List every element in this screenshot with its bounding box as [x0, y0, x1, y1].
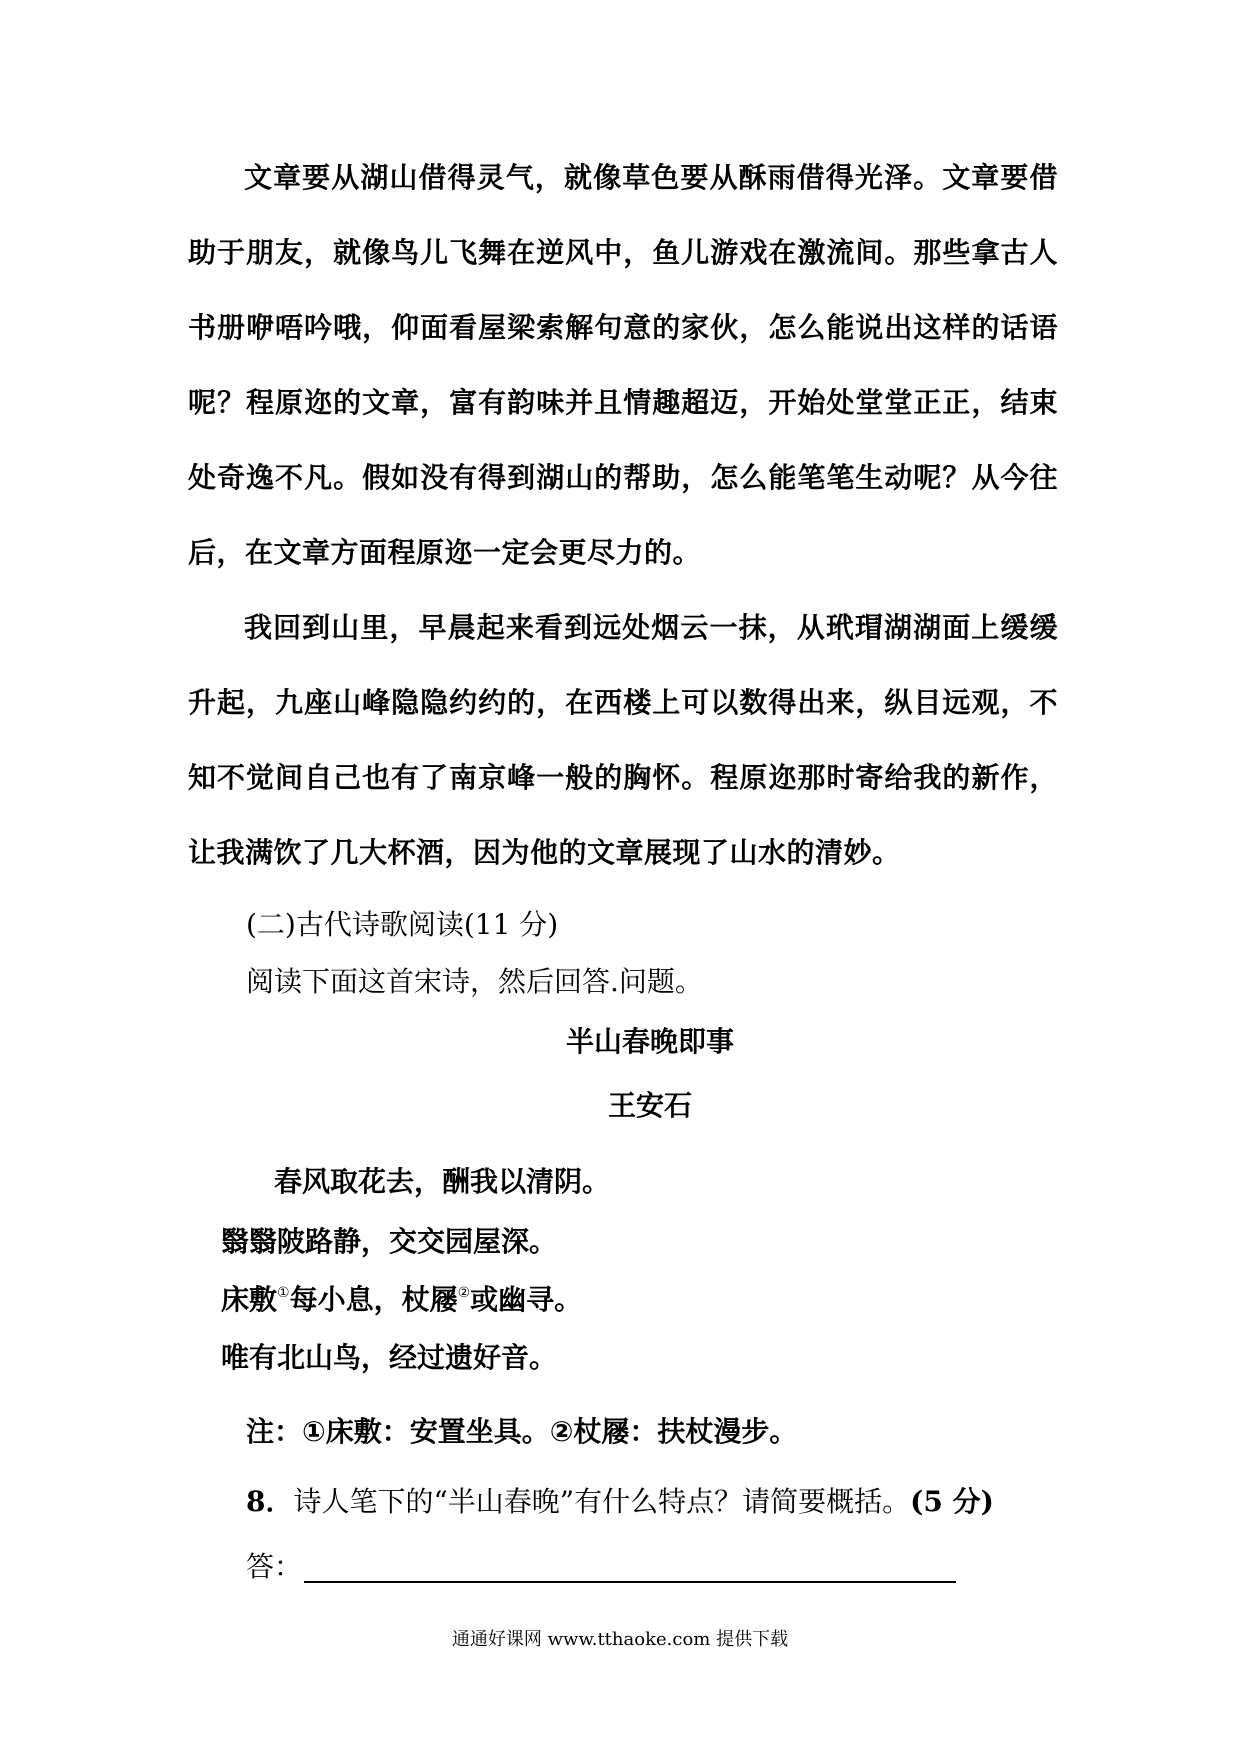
note-marker-2: ②	[457, 1285, 471, 1301]
translation-paragraph-1: 文章要从湖山借得灵气，就像草色要从酥雨借得光泽。文章要借助于朋友，就像鸟儿飞舞在逆风中，鱼儿游戏在激流间。那些拿古人书册咿唔吟哦，仰面看屋梁索解句意的家伙，怎么能说出这样的话语呢？程原迩的文章，富有韵味并且情趣超迈，开始处堂堂正正，结束处奇逸不凡。假如没有得到湖山的帮助，怎么能笔笔生动呢？从今往后，在文章方面程原迩一定会更尽力的。	[188, 161, 1058, 569]
poem-title: 半山春晚即事	[565, 1025, 734, 1058]
question-points: (5 分)	[910, 1485, 994, 1518]
answer-label: 答：	[246, 1550, 303, 1583]
footer-credit: 通通好课网 www.tthaoke.com 提供下载	[451, 1629, 789, 1650]
question-number: 8．	[246, 1485, 294, 1518]
poem-author: 王安石	[607, 1089, 692, 1122]
poem-line-3-part-3: 或幽寻。	[470, 1283, 583, 1316]
poem-footnote: 注：①床敷：安置坐具。②杖屦：扶杖漫步。	[246, 1415, 798, 1448]
poem-line-3-part-1: 床敷	[221, 1283, 278, 1316]
answer-row	[246, 1545, 966, 1585]
poem-line-2: 翳翳陂路静，交交园屋深。	[221, 1225, 558, 1258]
question-8	[246, 1480, 994, 1520]
answer-blank-line[interactable]	[304, 1581, 956, 1583]
translation-paragraph-2: 我回到山里，早晨起来看到远处烟云一抹，从玳瑁湖湖面上缓缓升起，九座山峰隐隐约约的，在西楼上可以数得出来，纵目远观，不知不觉间自己也有了南京峰一般的胸怀。程原迩那时寄给我的新作，让我满饮了几大杯酒，因为他的文章展现了山水的清妙。	[188, 611, 1058, 869]
poem-line-4: 唯有北山鸟，经过遗好音。	[221, 1341, 558, 1374]
translation-passage	[188, 140, 1058, 890]
poem-line-3	[221, 1278, 582, 1318]
section-instruction: 阅读下面这首宋诗，然后回答.问题。	[246, 965, 703, 998]
section-heading: (二)古代诗歌阅读(11 分)	[246, 908, 559, 941]
poem-line-3-part-2: 每小息，杖屦	[289, 1283, 458, 1316]
question-text: 诗人笔下的“半山春晚”有什么特点？请简要概括。	[293, 1485, 911, 1518]
poem-line-1: 春风取花去，酬我以清阴。	[274, 1165, 611, 1198]
note-marker-1: ①	[277, 1285, 290, 1301]
